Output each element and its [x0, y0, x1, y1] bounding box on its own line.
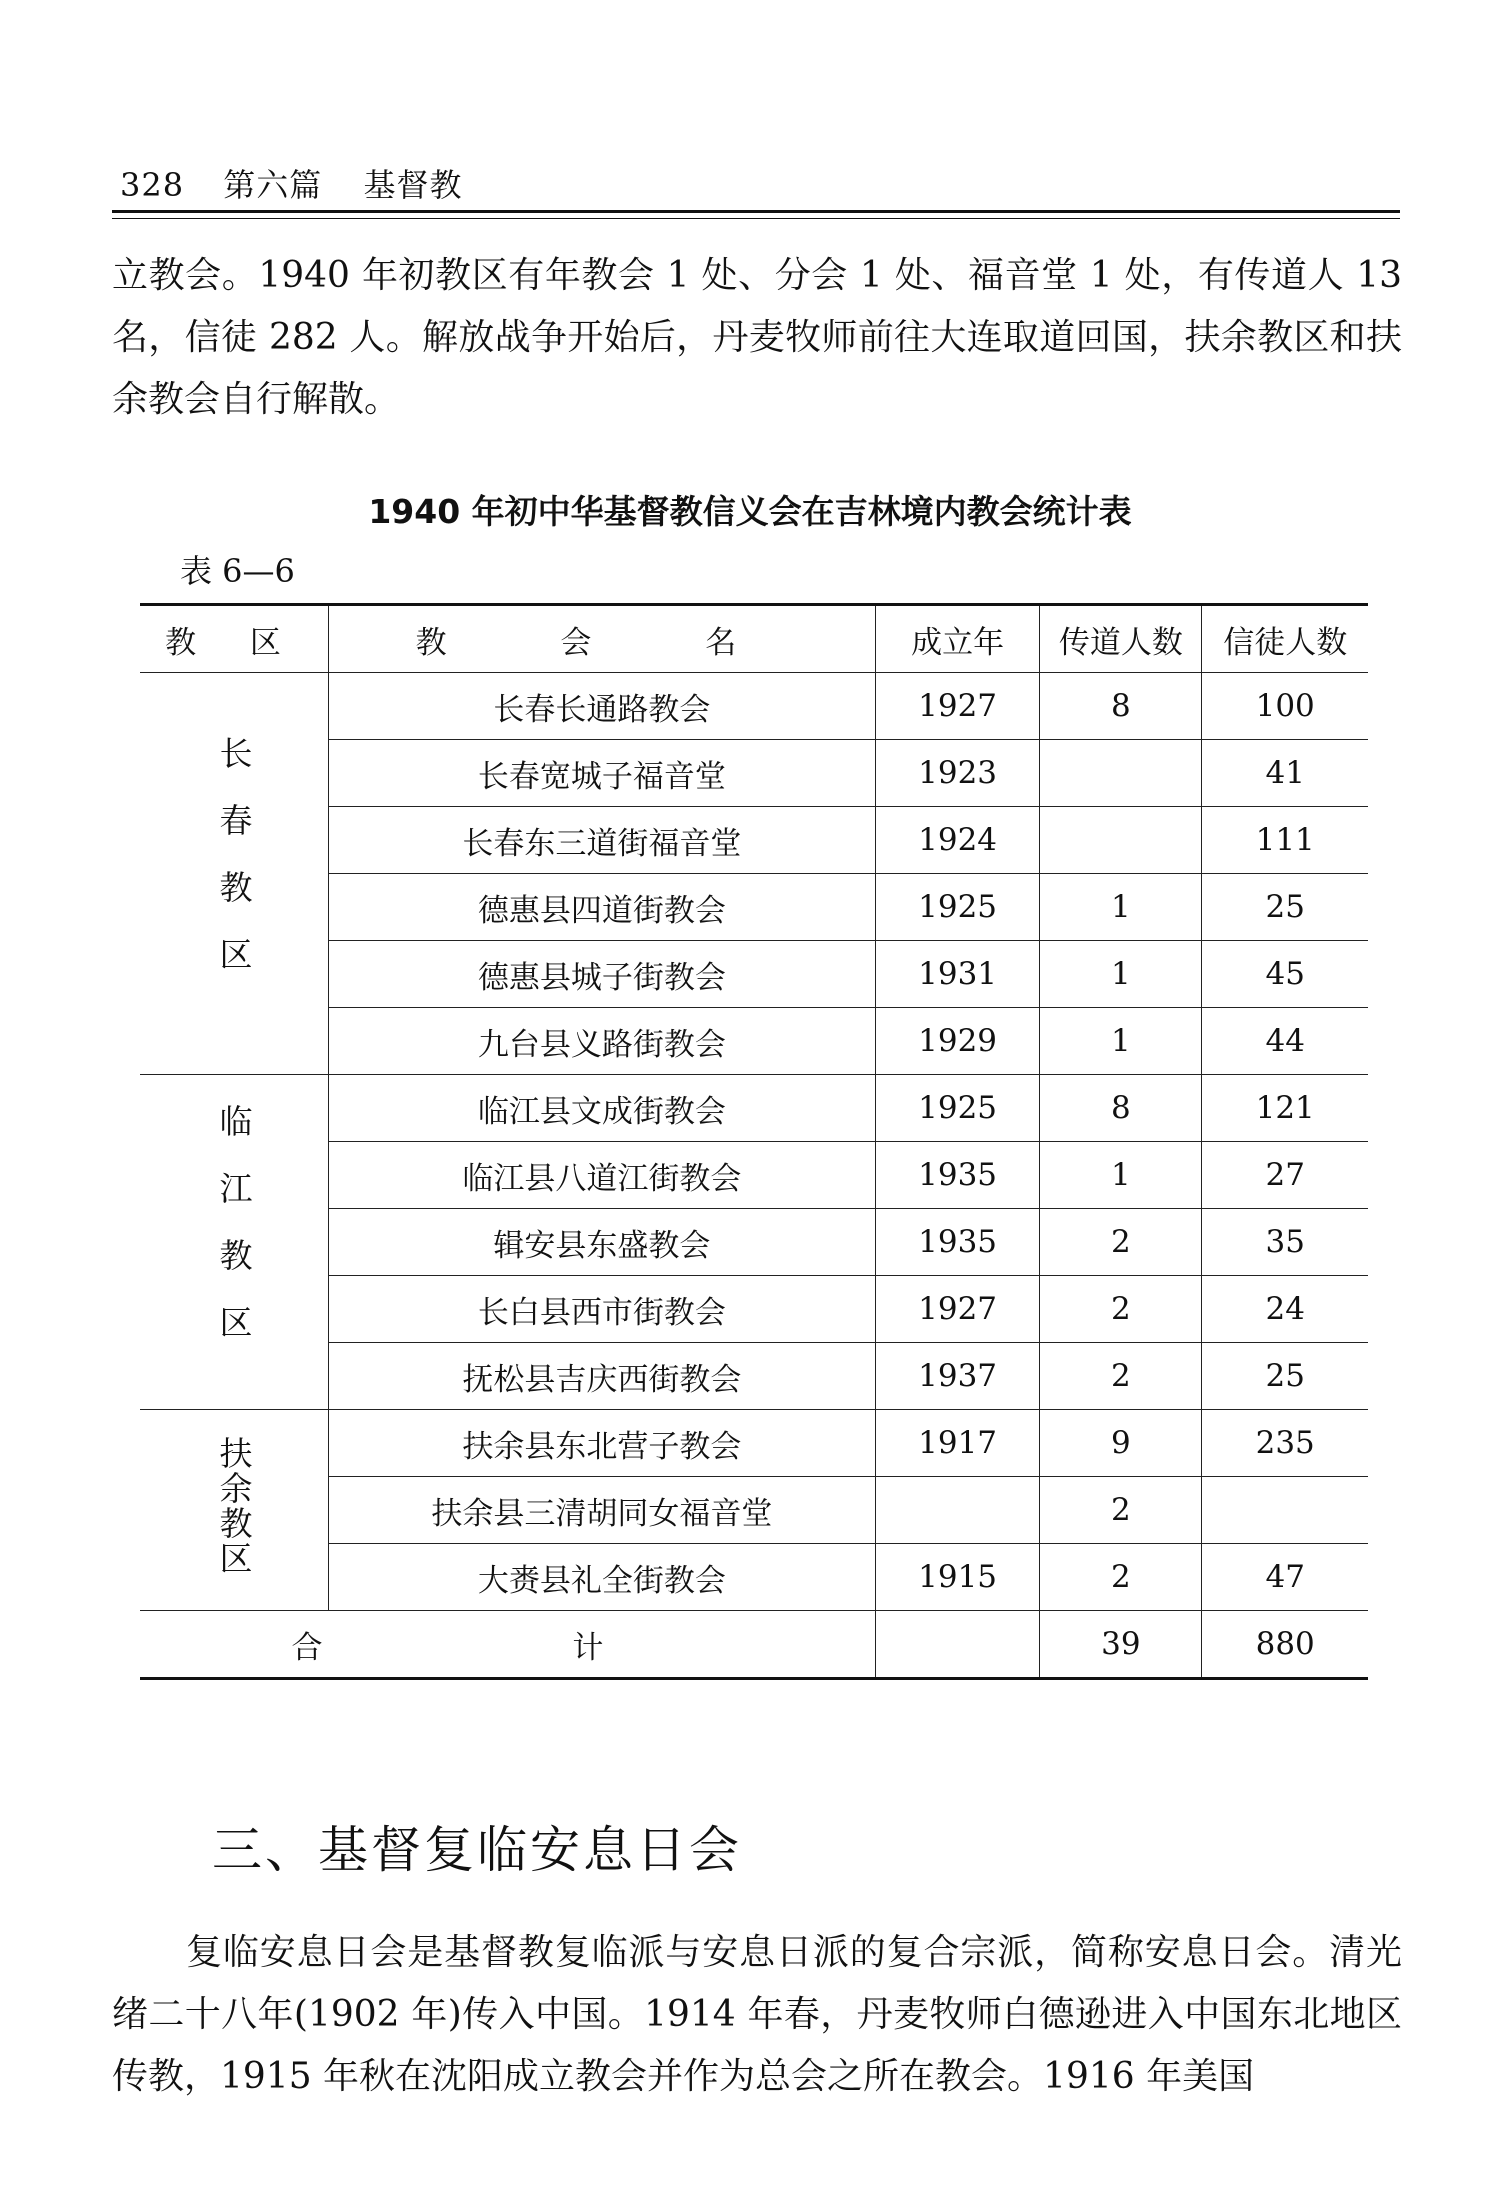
founded-cell: 1927 — [875, 1276, 1039, 1343]
preachers-cell: 2 — [1040, 1343, 1202, 1410]
running-header — [120, 160, 462, 206]
founded-cell: 1935 — [875, 1142, 1039, 1209]
section-heading: 三、基督复临安息日会 — [212, 1821, 742, 1879]
district-cell-linjiang: 临江教区 — [140, 1075, 329, 1410]
total-members: 880 — [1202, 1611, 1368, 1679]
founded-cell: 1925 — [875, 874, 1039, 941]
members-cell: 45 — [1202, 941, 1368, 1008]
founded-cell: 1927 — [875, 673, 1039, 740]
preachers-cell: 1 — [1040, 874, 1202, 941]
total-label: 合 计 — [140, 1611, 875, 1679]
district-cell-fuyu: 扶余教区 — [140, 1410, 329, 1611]
church-name-cell: 长春宽城子福音堂 — [329, 740, 876, 807]
preachers-cell: 2 — [1040, 1544, 1202, 1611]
table-row — [140, 673, 1368, 740]
header-preachers: 传道人数 — [1040, 605, 1202, 673]
founded-cell: 1935 — [875, 1209, 1039, 1276]
members-cell: 24 — [1202, 1276, 1368, 1343]
church-name-cell: 临江县八道江街教会 — [329, 1142, 876, 1209]
church-name-cell: 长白县西市街教会 — [329, 1276, 876, 1343]
preachers-cell: 1 — [1040, 941, 1202, 1008]
founded-cell: 1924 — [875, 807, 1039, 874]
church-name-cell: 德惠县城子街教会 — [329, 941, 876, 1008]
church-name-cell: 扶余县东北营子教会 — [329, 1410, 876, 1477]
founded-cell: 1925 — [875, 1075, 1039, 1142]
church-name-cell: 大赉县礼全街教会 — [329, 1544, 876, 1611]
header-district: 教 区 — [140, 605, 329, 673]
preachers-cell — [1040, 740, 1202, 807]
preachers-cell: 9 — [1040, 1410, 1202, 1477]
founded-cell: 1931 — [875, 941, 1039, 1008]
church-name-cell: 长春长通路教会 — [329, 673, 876, 740]
members-cell: 41 — [1202, 740, 1368, 807]
members-cell: 47 — [1202, 1544, 1368, 1611]
total-row — [140, 1611, 1368, 1679]
table-label: 表 6—6 — [180, 552, 295, 590]
preachers-cell: 1 — [1040, 1142, 1202, 1209]
church-name-cell: 辑安县东盛教会 — [329, 1209, 876, 1276]
preachers-cell: 2 — [1040, 1477, 1202, 1544]
table-row — [140, 1410, 1368, 1477]
preachers-cell: 8 — [1040, 1075, 1202, 1142]
section-paragraph: 复临安息日会是基督教复临派与安息日派的复合宗派，简称安息日会。清光绪二十八年(1902 年)传入中国。1914 年春，丹麦牧师白德逊进入中国东北地区传教，1915 年秋在沈阳成立教会并作为总会之所在教会。1916 年美国 — [112, 1932, 1402, 2097]
preachers-cell: 2 — [1040, 1209, 1202, 1276]
founded-cell — [875, 1477, 1039, 1544]
founded-cell: 1915 — [875, 1544, 1039, 1611]
members-cell: 27 — [1202, 1142, 1368, 1209]
table-row — [140, 1075, 1368, 1142]
founded-cell: 1929 — [875, 1008, 1039, 1075]
members-cell: 44 — [1202, 1008, 1368, 1075]
church-name-cell: 德惠县四道街教会 — [329, 874, 876, 941]
members-cell: 25 — [1202, 874, 1368, 941]
section-label: 基督教 — [363, 166, 463, 204]
preachers-cell: 2 — [1040, 1276, 1202, 1343]
members-cell: 25 — [1202, 1343, 1368, 1410]
founded-cell — [875, 1611, 1039, 1679]
intro-paragraph: 立教会。1940 年初教区有年教会 1 处、分会 1 处、福音堂 1 处，有传道人 13 名，信徒 282 人。解放战争开始后，丹麦牧师前往大连取道回国，扶余教区和扶余教会自行解散。 — [112, 255, 1402, 420]
preachers-cell: 8 — [1040, 673, 1202, 740]
header-rule-thin — [112, 218, 1400, 219]
church-name-cell: 抚松县吉庆西街教会 — [329, 1343, 876, 1410]
church-name-cell: 临江县文成街教会 — [329, 1075, 876, 1142]
church-name-cell: 长春东三道街福音堂 — [329, 807, 876, 874]
church-name-cell: 扶余县三清胡同女福音堂 — [329, 1477, 876, 1544]
founded-cell: 1923 — [875, 740, 1039, 807]
page-number: 328 — [120, 166, 185, 204]
founded-cell: 1937 — [875, 1343, 1039, 1410]
header-founded: 成立年 — [875, 605, 1039, 673]
preachers-cell: 1 — [1040, 1008, 1202, 1075]
members-cell: 111 — [1202, 807, 1368, 874]
members-cell: 100 — [1202, 673, 1368, 740]
members-cell: 121 — [1202, 1075, 1368, 1142]
total-preachers: 39 — [1040, 1611, 1202, 1679]
preachers-cell — [1040, 807, 1202, 874]
district-cell-changchun: 长春教区 — [140, 673, 329, 1075]
header-church-name: 教 会 名 — [329, 605, 876, 673]
members-cell — [1202, 1477, 1368, 1544]
founded-cell: 1917 — [875, 1410, 1039, 1477]
table-header-row — [140, 605, 1368, 673]
church-statistics-table — [140, 603, 1368, 1680]
header-rule-thick — [112, 210, 1400, 213]
header-members: 信徒人数 — [1202, 605, 1368, 673]
members-cell: 35 — [1202, 1209, 1368, 1276]
members-cell: 235 — [1202, 1410, 1368, 1477]
part-label: 第六篇 — [223, 166, 323, 204]
table-title: 1940 年初中华基督教信义会在吉林境内教会统计表 — [368, 492, 1132, 531]
church-name-cell: 九台县义路街教会 — [329, 1008, 876, 1075]
